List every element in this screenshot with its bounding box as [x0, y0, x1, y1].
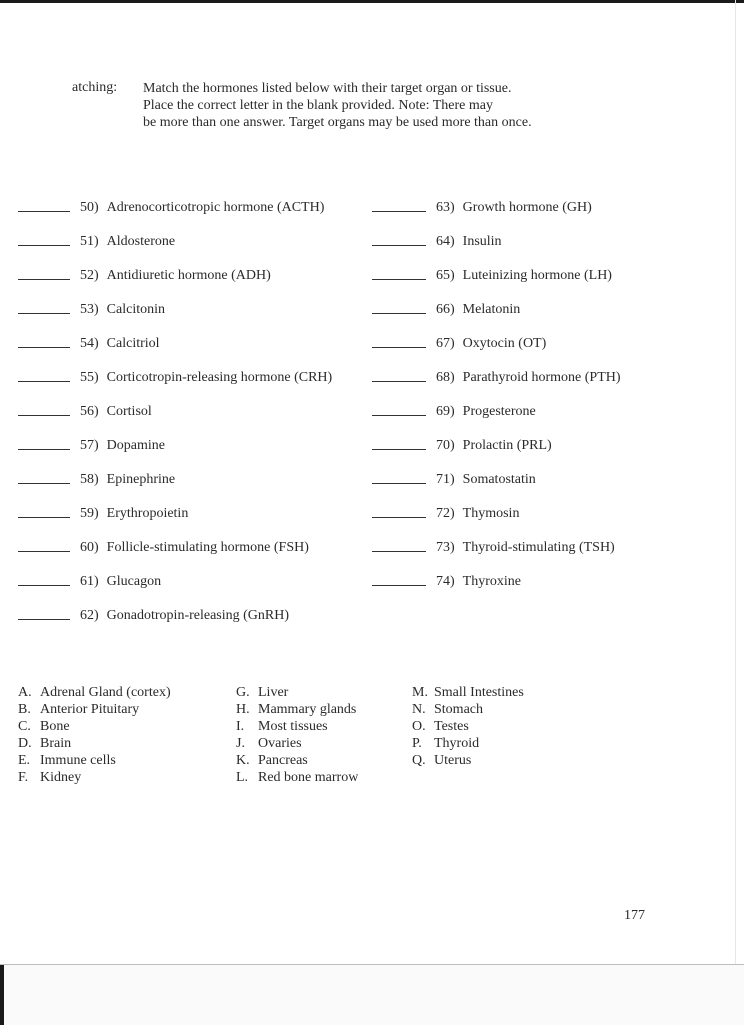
options-column-2: [236, 684, 358, 786]
question-number: 73): [436, 540, 455, 555]
hormone-name: Calcitriol: [106, 336, 160, 351]
question-item: [372, 352, 621, 386]
question-item: [372, 318, 621, 352]
question-item: [372, 420, 621, 454]
hormone-name: Glucagon: [106, 574, 162, 589]
question-item: [18, 216, 332, 250]
option-letter: O.: [412, 719, 426, 734]
question-number: 67): [436, 336, 455, 351]
answer-blank[interactable]: [18, 210, 70, 212]
question-item: [372, 386, 621, 420]
answer-blank[interactable]: [18, 482, 70, 484]
questions-right-column: [372, 182, 621, 590]
option-item: [236, 684, 358, 701]
question-item: [18, 590, 332, 624]
question-number: 68): [436, 370, 455, 385]
answer-blank[interactable]: [372, 550, 426, 552]
option-item: [412, 718, 524, 735]
answer-blank[interactable]: [18, 244, 70, 246]
hormone-name: Erythropoietin: [106, 506, 189, 521]
instruction-line: be more than one answer. Target organs may be used more than once.: [143, 115, 532, 130]
answer-blank[interactable]: [372, 244, 426, 246]
option-text: Red bone marrow: [258, 770, 359, 785]
question-number: 56): [80, 404, 99, 419]
option-item: [18, 684, 171, 701]
answer-blank[interactable]: [372, 210, 426, 212]
question-item: [18, 284, 332, 318]
scan-top-border: [0, 0, 744, 3]
option-item: [412, 684, 524, 701]
question-number: 59): [80, 506, 99, 521]
hormone-name: Thyroid-stimulating (TSH): [462, 540, 615, 555]
option-item: [18, 735, 171, 752]
answer-blank[interactable]: [372, 584, 426, 586]
hormone-name: Follicle-stimulating hormone (FSH): [106, 540, 309, 555]
option-letter: K.: [236, 753, 250, 768]
options-column-1: [18, 684, 171, 786]
option-text: Ovaries: [258, 736, 302, 751]
option-text: Stomach: [434, 702, 483, 717]
scan-right-edge: [735, 0, 736, 964]
answer-blank[interactable]: [372, 448, 426, 450]
hormone-name: Dopamine: [106, 438, 165, 453]
question-item: [18, 250, 332, 284]
answer-blank[interactable]: [18, 414, 70, 416]
question-item: [18, 386, 332, 420]
hormone-name: Somatostatin: [462, 472, 536, 487]
answer-blank[interactable]: [18, 618, 70, 620]
option-text: Immune cells: [40, 753, 116, 768]
option-item: [18, 769, 171, 786]
hormone-name: Thyroxine: [462, 574, 521, 589]
hormone-name: Calcitonin: [106, 302, 165, 317]
option-text: Liver: [258, 685, 289, 700]
scan-bottom-edge: [0, 965, 4, 1025]
hormone-name: Adrenocorticotropic hormone (ACTH): [106, 200, 325, 215]
question-item: [18, 522, 332, 556]
hormone-name: Gonadotropin-releasing (GnRH): [106, 608, 290, 623]
question-number: 70): [436, 438, 455, 453]
hormone-name: Luteinizing hormone (LH): [462, 268, 612, 283]
answer-blank[interactable]: [18, 278, 70, 280]
question-item: [18, 318, 332, 352]
question-item: [18, 556, 332, 590]
option-letter: L.: [236, 770, 249, 785]
question-number: 72): [436, 506, 455, 521]
answer-blank[interactable]: [372, 312, 426, 314]
option-letter: P.: [412, 736, 422, 751]
hormone-name: Aldosterone: [106, 234, 176, 249]
option-letter: M.: [412, 685, 428, 700]
hormone-name: Corticotropin-releasing hormone (CRH): [106, 370, 333, 385]
option-letter: I.: [236, 719, 245, 734]
option-item: [236, 769, 358, 786]
question-number: 69): [436, 404, 455, 419]
option-letter: H.: [236, 702, 250, 717]
option-text: Adrenal Gland (cortex): [40, 685, 171, 700]
hormone-name: Epinephrine: [106, 472, 176, 487]
question-item: [18, 420, 332, 454]
question-number: 55): [80, 370, 99, 385]
question-item: [372, 522, 621, 556]
option-letter: B.: [18, 702, 31, 717]
question-number: 64): [436, 234, 455, 249]
hormone-name: Oxytocin (OT): [462, 336, 547, 351]
question-number: 65): [436, 268, 455, 283]
question-number: 66): [436, 302, 455, 317]
question-number: 53): [80, 302, 99, 317]
question-number: 71): [436, 472, 455, 487]
answer-blank[interactable]: [18, 448, 70, 450]
question-number: 62): [80, 608, 99, 623]
question-item: [372, 216, 621, 250]
answer-blank[interactable]: [372, 482, 426, 484]
option-text: Most tissues: [258, 719, 328, 734]
question-number: 54): [80, 336, 99, 351]
question-item: [372, 250, 621, 284]
option-text: Bone: [40, 719, 70, 734]
answer-blank[interactable]: [372, 414, 426, 416]
answer-blank[interactable]: [18, 584, 70, 586]
answer-blank[interactable]: [372, 278, 426, 280]
option-letter: D.: [18, 736, 32, 751]
option-text: Testes: [434, 719, 469, 734]
answer-blank[interactable]: [18, 346, 70, 348]
option-text: Kidney: [40, 770, 82, 785]
hormone-name: Growth hormone (GH): [462, 200, 592, 215]
option-item: [18, 752, 171, 769]
option-text: Anterior Pituitary: [40, 702, 140, 717]
question-item: [18, 454, 332, 488]
answer-blank[interactable]: [372, 516, 426, 518]
option-letter: A.: [18, 685, 32, 700]
option-item: [18, 718, 171, 735]
option-text: Small Intestines: [434, 685, 524, 700]
option-letter: G.: [236, 685, 250, 700]
section-label: atching:: [72, 80, 118, 95]
hormone-name: Insulin: [462, 234, 502, 249]
question-item: [372, 454, 621, 488]
page-number: 177: [624, 908, 645, 923]
answer-blank[interactable]: [18, 516, 70, 518]
answer-blank[interactable]: [18, 380, 70, 382]
option-letter: J.: [236, 736, 245, 751]
question-number: 57): [80, 438, 99, 453]
options-column-3: [412, 684, 524, 769]
hormone-name: Parathyroid hormone (PTH): [462, 370, 621, 385]
option-item: [236, 718, 358, 735]
option-letter: C.: [18, 719, 31, 734]
option-item: [18, 701, 171, 718]
option-item: [412, 701, 524, 718]
questions-left-column: [18, 182, 332, 624]
scan-bottom-band: [0, 964, 744, 1025]
hormone-name: Antidiuretic hormone (ADH): [106, 268, 271, 283]
option-text: Mammary glands: [258, 702, 357, 717]
option-text: Pancreas: [258, 753, 308, 768]
question-number: 50): [80, 200, 99, 215]
hormone-name: Prolactin (PRL): [462, 438, 552, 453]
question-item: [372, 284, 621, 318]
option-item: [412, 735, 524, 752]
instruction-line: Match the hormones listed below with their target organ or tissue.: [143, 81, 512, 96]
question-item: [18, 488, 332, 522]
question-number: 51): [80, 234, 99, 249]
option-text: Thyroid: [434, 736, 480, 751]
hormone-name: Cortisol: [106, 404, 152, 419]
question-number: 63): [436, 200, 455, 215]
question-item: [372, 556, 621, 590]
question-number: 74): [436, 574, 455, 589]
option-text: Brain: [40, 736, 72, 751]
question-number: 58): [80, 472, 99, 487]
question-item: [372, 182, 621, 216]
option-item: [236, 701, 358, 718]
question-item: [18, 182, 332, 216]
hormone-name: Thymosin: [462, 506, 520, 521]
answer-blank[interactable]: [372, 380, 426, 382]
hormone-name: Progesterone: [462, 404, 536, 419]
answer-blank[interactable]: [372, 346, 426, 348]
option-letter: Q.: [412, 753, 426, 768]
instructions: [143, 80, 583, 131]
answer-blank[interactable]: [18, 312, 70, 314]
question-item: [372, 488, 621, 522]
option-letter: F.: [18, 770, 29, 785]
instruction-line: Place the correct letter in the blank provided. Note: There may: [143, 98, 493, 113]
question-item: [18, 352, 332, 386]
answer-blank[interactable]: [18, 550, 70, 552]
option-item: [236, 752, 358, 769]
hormone-name: Melatonin: [462, 302, 521, 317]
question-number: 52): [80, 268, 99, 283]
option-letter: N.: [412, 702, 426, 717]
option-text: Uterus: [434, 753, 472, 768]
option-item: [412, 752, 524, 769]
question-number: 60): [80, 540, 99, 555]
option-item: [236, 735, 358, 752]
option-letter: E.: [18, 753, 31, 768]
question-number: 61): [80, 574, 99, 589]
